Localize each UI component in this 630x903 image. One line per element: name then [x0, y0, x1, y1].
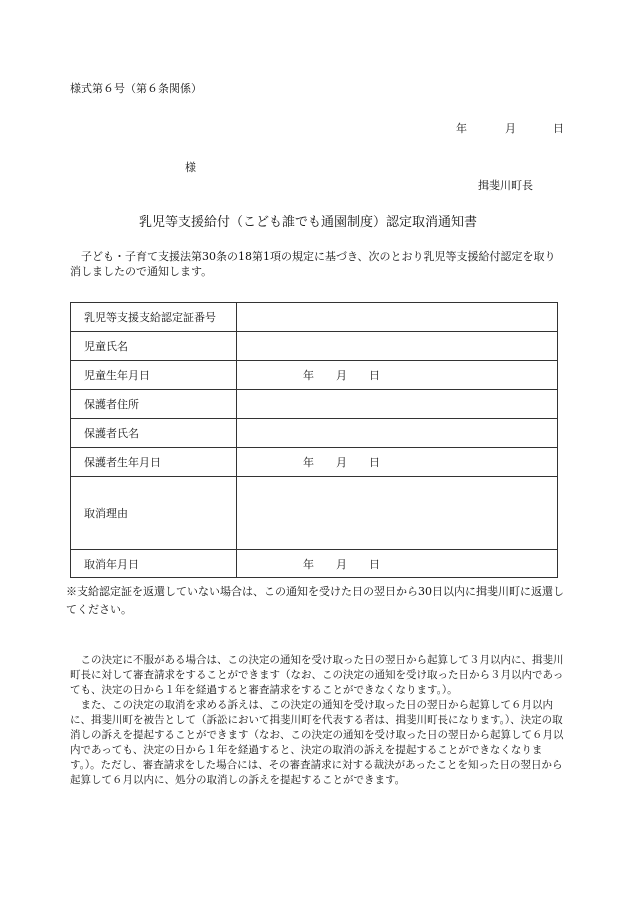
row-label: 保護者氏名: [71, 419, 237, 448]
row-label: 取消年月日: [71, 550, 237, 578]
date-year-label: 年: [303, 456, 314, 469]
row-date-value: [237, 448, 558, 477]
row-label: 取消理由: [71, 477, 237, 550]
row-date-value: [237, 550, 558, 578]
appeal-paragraph: この決定に不服がある場合は、この決定の通知を受け取った日の翌日から起算して３月以内に、揖斐川町長に対して審査請求をすることができます（なお、この決定の通知を受け取った日から３月以内であっても、決定の日から１年を経過すると審査請求をすることができなくなります。）。: [70, 654, 564, 696]
row-value: [237, 332, 558, 361]
certificate-table: [70, 302, 558, 578]
row-label: 保護者住所: [71, 390, 237, 419]
appeal-paragraph: また、この決定の取消を求める訴えは、この決定の通知を受け取った日の翌日から起算して６月以内に、揖斐川町を被告として（訴訟において揖斐川町を代表する者は、揖斐川町長になります。）、決定の取消しの訴えを提起することができます（なお、この決定の通知を受け取った日の翌日から起算して６月以内であっても、決定の日から１年を経過すると、決定の取消の訴えを提起することができなくなります。）。ただし、審査請求をした場合には、その審査請求に対する裁決があったことを知った日の翌日から起算して６月以内に、処分の取消しの訴えを提起することができます。: [70, 699, 564, 786]
date-day-label: 日: [369, 369, 380, 382]
date-day-label: 日: [369, 456, 380, 469]
date-year-label: 年: [303, 557, 314, 571]
issuer-name: 揖斐川町長: [478, 179, 533, 192]
row-value: [237, 303, 558, 332]
appeal-section: [70, 653, 564, 788]
date-day-label: 日: [553, 122, 564, 135]
row-label: 保護者生年月日: [71, 448, 237, 477]
row-label: 児童氏名: [71, 332, 237, 361]
date-year-label: 年: [456, 122, 467, 135]
table-row: [71, 550, 558, 578]
table-row: [71, 390, 558, 419]
row-value: [237, 419, 558, 448]
date-day-label: 日: [369, 557, 380, 571]
date-month-label: 月: [336, 456, 347, 469]
date-month-label: 月: [505, 122, 516, 135]
addressee-suffix: 様: [185, 161, 196, 174]
document-title: 乳児等支援給付（こども誰でも通園制度）認定取消通知書: [139, 215, 478, 230]
return-note: ※支給認定証を返還していない場合は、この通知を受けた日の翌日から30日以内に揖斐川町に返還してください。: [66, 585, 564, 616]
table-row: [71, 303, 558, 332]
table-row: [71, 419, 558, 448]
date-month-label: 月: [336, 557, 347, 571]
row-label: 乳児等支援支給認定証番号: [71, 303, 237, 332]
row-value: [237, 477, 558, 550]
intro-paragraph: 子ども・子育て支援法第30条の18第1項の規定に基づき、次のとおり乳児等支援給付認定を取り消しましたので通知します。: [70, 250, 556, 278]
date-year-label: 年: [303, 369, 314, 382]
table-row: [71, 477, 558, 550]
row-date-value: [237, 361, 558, 390]
table-row: [71, 332, 558, 361]
issue-date-line: [456, 120, 564, 136]
date-month-label: 月: [336, 369, 347, 382]
row-label: 児童生年月日: [71, 361, 237, 390]
table-row: [71, 448, 558, 477]
table-row: [71, 361, 558, 390]
row-value: [237, 390, 558, 419]
form-number: 様式第６号（第６条関係）: [70, 82, 202, 95]
